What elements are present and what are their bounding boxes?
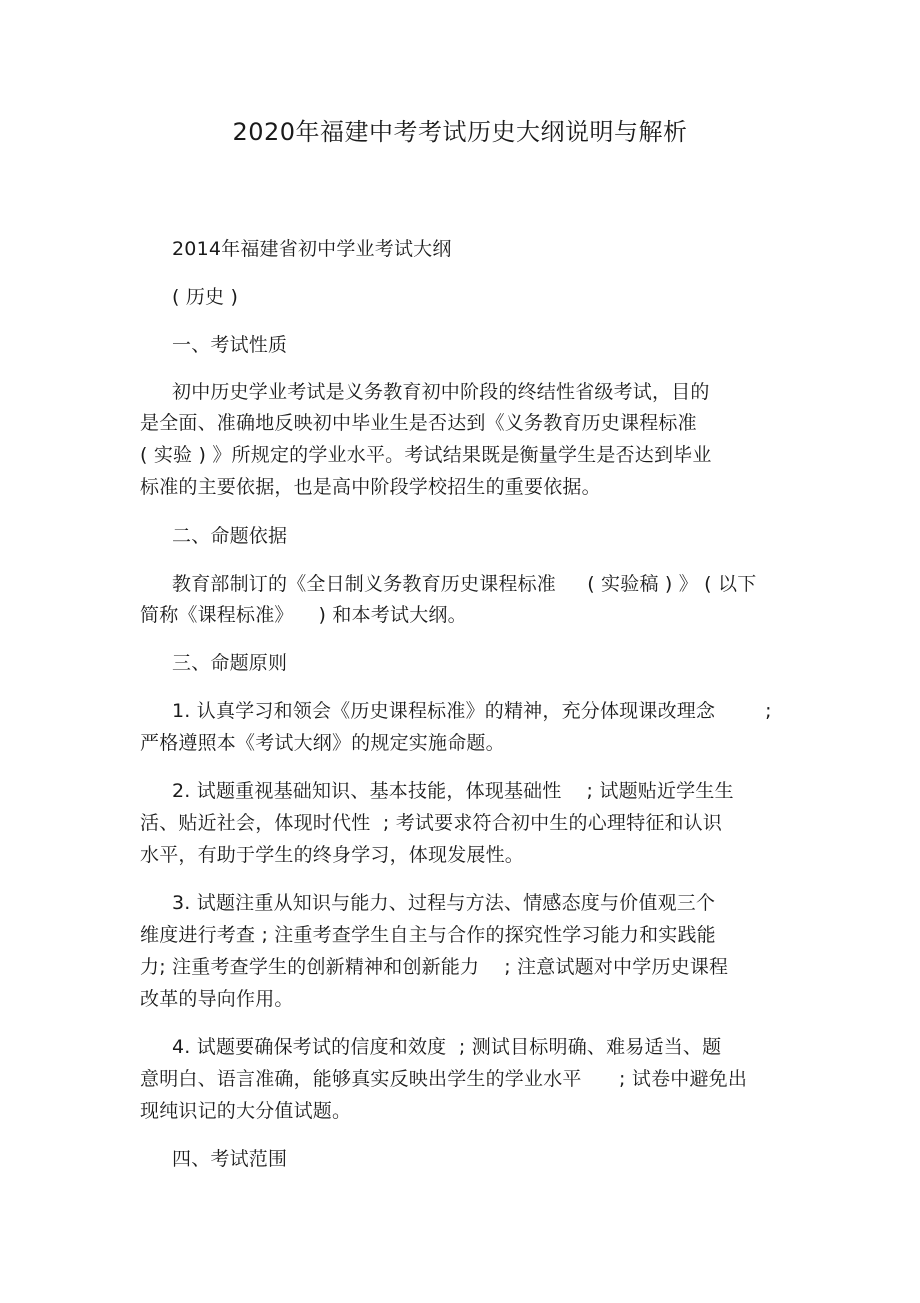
document-title: 2020年福建中考考试历史大纲说明与解析 bbox=[232, 118, 688, 146]
paragraph-line: ( 实验 ) 》所规定的学业水平。考试结果既是衡量学生是否达到毕业 bbox=[140, 444, 712, 466]
subject-label: ( 历史 ) bbox=[172, 286, 239, 308]
paragraph-line: 教育部制订的《全日制义务教育历史课程标准 ( 实验稿 ) 》 ( 以下 bbox=[172, 573, 757, 595]
paragraph-line: 1. 认真学习和领会《历史课程标准》的精神，充分体现课改理念 ; bbox=[172, 700, 772, 722]
section-heading-basis: 二、命题依据 bbox=[172, 525, 288, 547]
paragraph-line: 改革的导向作用。 bbox=[140, 988, 294, 1010]
paragraph-line: 初中历史学业考试是义务教育初中阶段的终结性省级考试，目的 bbox=[172, 381, 710, 403]
exam-outline-subtitle: 2014年福建省初中学业考试大纲 bbox=[172, 238, 452, 260]
paragraph-line: 标准的主要依据，也是高中阶段学校招生的重要依据。 bbox=[140, 476, 601, 498]
section-heading-nature: 一、考试性质 bbox=[172, 334, 288, 356]
paragraph-line: 活、贴近社会，体现时代性 ; 考试要求符合初中生的心理特征和认识 bbox=[140, 812, 723, 834]
paragraph-line: 水平，有助于学生的终身学习，体现发展性。 bbox=[140, 844, 525, 866]
paragraph-line: 4. 试题要确保考试的信度和效度 ; 测试目标明确、难易适当、题 bbox=[172, 1036, 722, 1058]
paragraph-line: 力; 注重考查学生的创新精神和创新能力 ; 注意试题对中学历史课程 bbox=[140, 956, 729, 978]
paragraph-line: 严格遵照本《考试大纲》的规定实施命题。 bbox=[140, 732, 505, 754]
paragraph-line: 简称《课程标准》 ) 和本考试大纲。 bbox=[140, 604, 467, 626]
paragraph-line: 意明白、语言准确，能够真实反映出学生的学业水平 ; 试卷中避免出 bbox=[140, 1068, 748, 1090]
paragraph-line: 现纯识记的大分值试题。 bbox=[140, 1100, 352, 1122]
paragraph-line: 维度进行考查 ; 注重考查学生自主与合作的探究性学习能力和实践能 bbox=[140, 924, 716, 946]
paragraph-line: 3. 试题注重从知识与能力、过程与方法、情感态度与价值观三个 bbox=[172, 892, 716, 914]
paragraph-line: 2. 试题重视基础知识、基本技能，体现基础性 ; 试题贴近学生生 bbox=[172, 780, 734, 802]
paragraph-line: 是全面、准确地反映初中毕业生是否达到《义务教育历史课程标准 bbox=[140, 412, 697, 434]
section-heading-scope: 四、考试范围 bbox=[172, 1148, 288, 1170]
section-heading-principles: 三、命题原则 bbox=[172, 652, 288, 674]
